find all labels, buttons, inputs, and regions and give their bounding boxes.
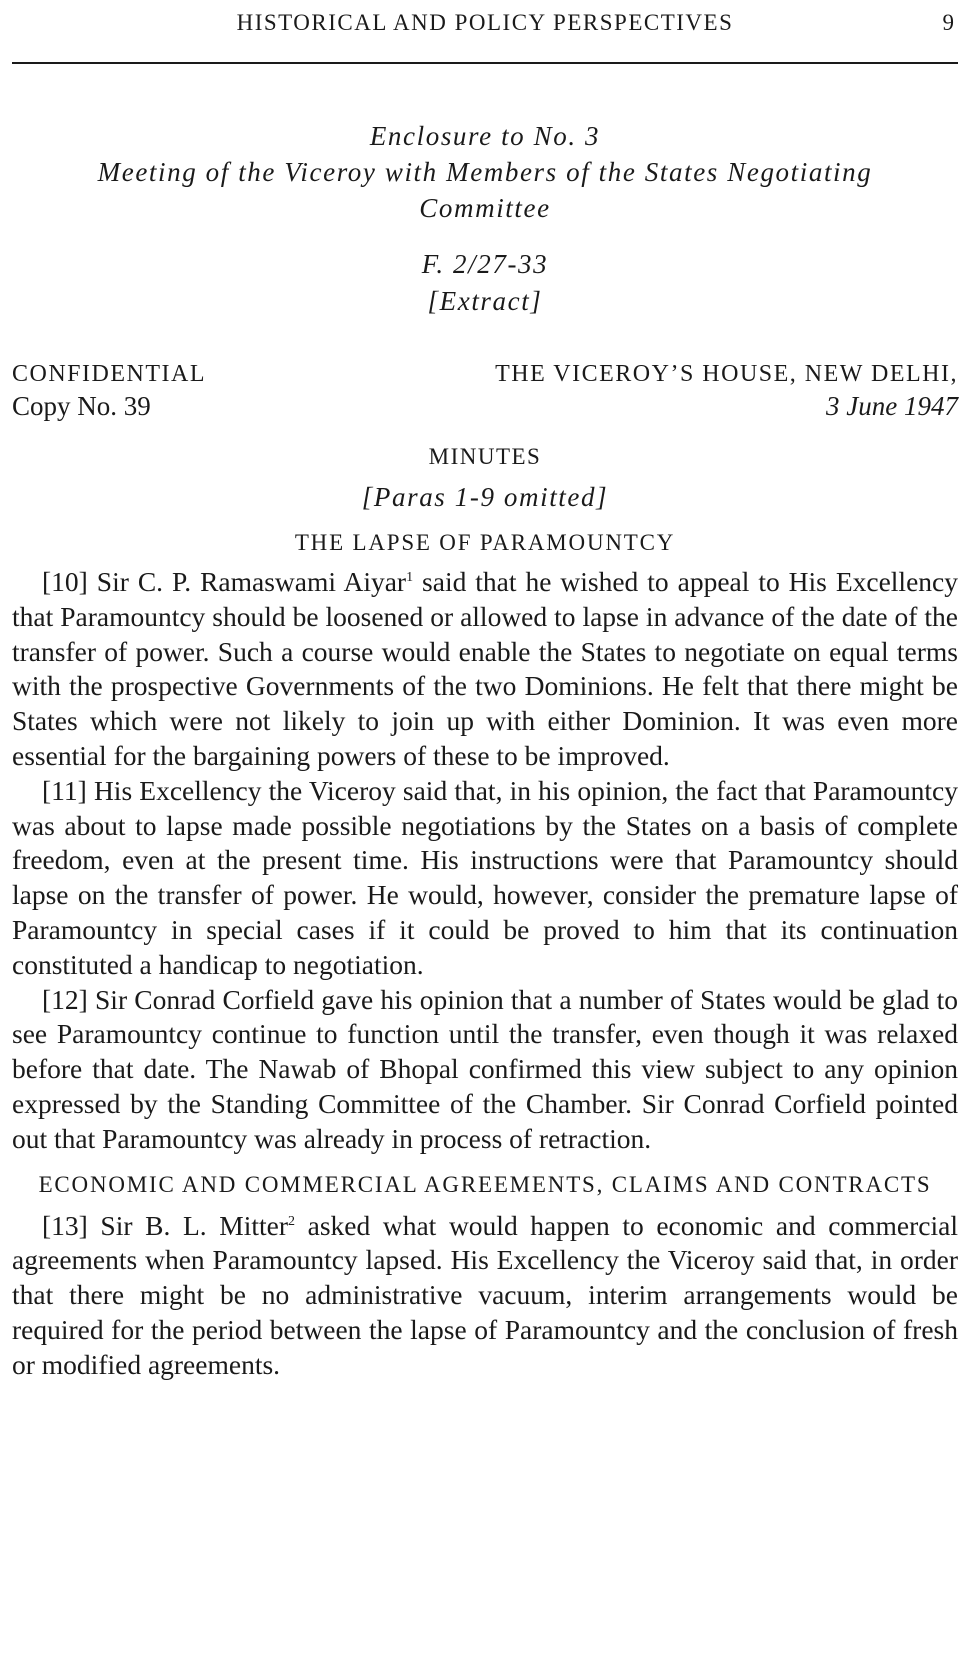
- document-page: [12, 0, 958, 1383]
- running-header: [12, 0, 958, 64]
- paragraph-text: [10] Sir C. P. Ramaswami Aiyar: [42, 566, 407, 597]
- paragraph-text: said that he wished to appeal to His Excellency that Paramountcy should be loosened or allowed to lapse in advance of the date of the transfer of power. Such a course would enable the States to negotiate on equal terms with the prospective Governments of the two Dominions. He felt that there might be States which were not likely to join up with either Dominion. It was even more essential for the bargaining powers of these to be improved.: [12, 566, 958, 771]
- enclosure-line: Committee: [419, 193, 551, 223]
- meta-right: [495, 358, 958, 422]
- enclosure-line: Meeting of the Viceroy with Members of the States Negotiating: [97, 157, 873, 187]
- paragraph-13: [12, 1209, 958, 1383]
- date-line: 3 June 1947: [826, 391, 958, 421]
- running-title: HISTORICAL AND POLICY PERSPECTIVES: [236, 10, 734, 35]
- paragraph-10: [12, 565, 958, 774]
- place-line: THE VICEROY’S HOUSE, NEW DELHI,: [495, 361, 958, 387]
- minutes-title: MINUTES: [428, 444, 542, 469]
- omitted-note: [Paras 1-9 omitted]: [361, 482, 609, 512]
- file-reference: [12, 246, 958, 320]
- enclosure-line: Enclosure to No. 3: [369, 121, 601, 151]
- paragraph-12: [12] Sir Conrad Corfield gave his opinion that a number of States would be glad to see Paramountcy continue to function until the transfer, even though it was relaxed before that date. The Nawab of Bhopal confirmed this view subject to any opinion expressed by the Standing Committee of the Chamber. Sir Conrad Corfield pointed out that Paramountcy was already in process of retraction.: [12, 983, 958, 1154]
- file-ref-number: F. 2/27-33: [421, 249, 549, 279]
- paragraph-text: asked what would happen to economic and commercial agreements when Paramountcy lapsed. His Excellency the Viceroy said that, in order that there might be no administrative vacuum, interim arrangements would be required for the period between the lapse of Paramountcy and the conclusion of fresh or modified agreements.: [12, 1209, 958, 1380]
- paragraph-11: [11] His Excellency the Viceroy said that, in his opinion, the fact that Paramountcy was about to lapse made possible negotiations by the States on a basis of complete freedom, even at the present time. His instructions were that Paramountcy should lapse on the transfer of power. He would, however, consider the premature lapse of Paramountcy in special cases if it could be proved to him that its continuation constituted a handicap to negotiation.: [12, 774, 958, 980]
- footnote-marker: 2: [288, 1213, 296, 1229]
- page-number: 9: [942, 10, 954, 35]
- paragraph-text: [13] Sir B. L. Mitter: [42, 1209, 289, 1241]
- section-heading-lapse: THE LAPSE OF PARAMOUNTCY: [294, 530, 676, 555]
- footnote-marker: 1: [406, 569, 414, 585]
- classification-label: CONFIDENTIAL: [12, 361, 206, 387]
- enclosure-title: [12, 118, 958, 226]
- extract-label: [Extract]: [427, 286, 543, 316]
- copy-number: Copy No. 39: [12, 391, 151, 421]
- document-meta: [12, 358, 958, 422]
- section-heading-economic: ECONOMIC AND COMMERCIAL AGREEMENTS, CLAIMS AND CONTRACTS: [38, 1171, 932, 1197]
- meta-left: [12, 358, 206, 422]
